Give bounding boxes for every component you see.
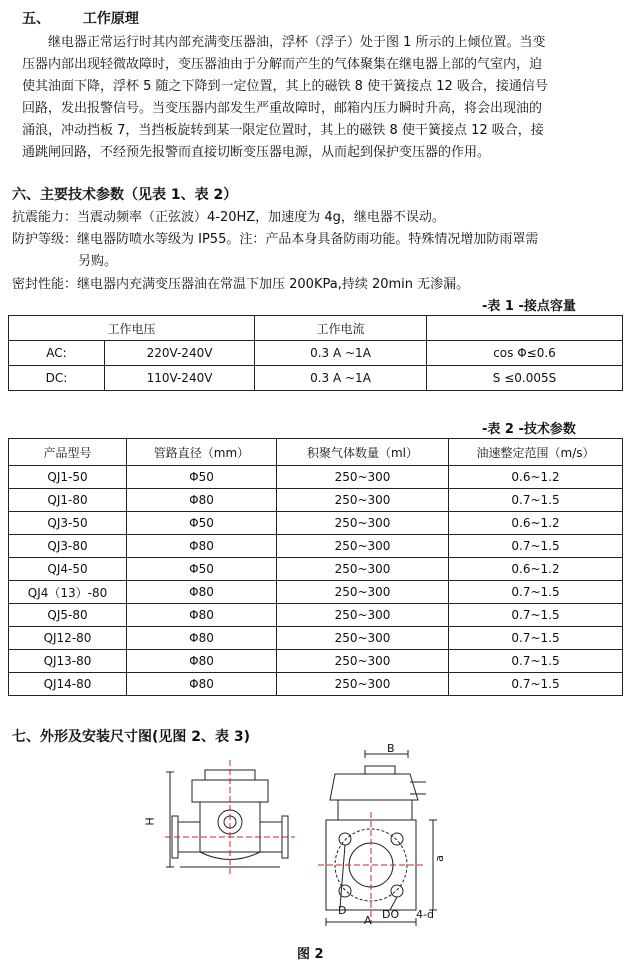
cell-oil-speed: 0.7~1.5 bbox=[449, 581, 623, 604]
header-current: 工作电流 bbox=[255, 316, 427, 341]
para-line: 通跳闸回路，不经预先报警而直接切断变压器电源，从而起到保护变压器的作用。 bbox=[22, 145, 491, 160]
para-line: 压器内部出现轻微故障时，变压器油由于分解而产生的气体聚集在继电器上部的气室内，迫 bbox=[22, 57, 543, 72]
cell-diameter: Φ80 bbox=[127, 581, 277, 604]
cell-oil-speed: 0.6~1.2 bbox=[449, 512, 623, 535]
cell-current: 0.3 A ~1A bbox=[255, 341, 427, 366]
front-view bbox=[165, 760, 295, 874]
para-line: 回路，发出报警信号。当变压器内部发生严重故障时，邮箱内压力瞬时升高，将会出现油的 bbox=[22, 101, 543, 116]
table-header-row bbox=[9, 439, 623, 466]
cell-oil-speed: 0.7~1.5 bbox=[449, 489, 623, 512]
cell-model: QJ1-80 bbox=[9, 489, 127, 512]
dim-label-h: H bbox=[143, 817, 157, 826]
table-row bbox=[9, 581, 623, 604]
cell-current: 0.3 A ~1A bbox=[255, 366, 427, 391]
cell-diameter: Φ80 bbox=[127, 604, 277, 627]
table-row bbox=[9, 466, 623, 489]
table-row bbox=[9, 604, 623, 627]
cell-oil-speed: 0.6~1.2 bbox=[449, 466, 623, 489]
table-row bbox=[9, 673, 623, 696]
section5-heading: 工作原理 bbox=[82, 11, 139, 27]
cell-gas-volume: 250~300 bbox=[277, 466, 449, 489]
table-row bbox=[9, 535, 623, 558]
cell-voltage: 220V-240V bbox=[105, 341, 255, 366]
header-diameter: 管路直径（mm） bbox=[127, 439, 277, 466]
cell-oil-speed: 0.7~1.5 bbox=[449, 535, 623, 558]
para-line: 继电器正常运行时其内部充满变压器油，浮杯（浮子）处于图 1 所示的上倾位置。当变 bbox=[48, 35, 546, 50]
table-row bbox=[9, 650, 623, 673]
dim-label-D: D bbox=[338, 904, 347, 917]
section6-title: 六、主要技术参数（见表 1、表 2） bbox=[12, 187, 238, 203]
header-blank bbox=[427, 316, 623, 341]
side-view bbox=[318, 750, 437, 926]
cell-diameter: Φ80 bbox=[127, 673, 277, 696]
cell-oil-speed: 0.6~1.2 bbox=[449, 558, 623, 581]
tech-params-table bbox=[8, 438, 623, 696]
cell-gas-volume: 250~300 bbox=[277, 650, 449, 673]
bolt-hole bbox=[391, 833, 403, 845]
dim-label-D0: DO bbox=[382, 908, 400, 921]
header-model: 产品型号 bbox=[9, 439, 127, 466]
bolt-hole bbox=[339, 833, 351, 845]
table-row bbox=[9, 341, 623, 366]
para-line: 使其油面下降，浮杯 5 随之下降到一定位置，其上的磁铁 8 使干簧接点 12 吸合，接通信号 bbox=[22, 79, 548, 94]
spec-seismic: 抗震能力：当震动频率（正弦波）4-20HZ，加速度为 4g，继电器不误动。 bbox=[12, 210, 445, 225]
cell-model: QJ4（13）-80 bbox=[9, 581, 127, 604]
cell-factor: S ≤0.005S bbox=[427, 366, 623, 391]
cell-gas-volume: 250~300 bbox=[277, 535, 449, 558]
side-neck bbox=[338, 800, 412, 820]
cell-oil-speed: 0.7~1.5 bbox=[449, 673, 623, 696]
dim-label-b: B bbox=[387, 742, 395, 755]
cell-model: QJ14-80 bbox=[9, 673, 127, 696]
para-line: 涌浪，冲动挡板 7，当挡板旋转到某一限定位置时，其上的磁铁 8 使干簧接点 12 吸合，接 bbox=[22, 123, 544, 138]
cell-oil-speed: 0.7~1.5 bbox=[449, 627, 623, 650]
side-cover bbox=[330, 774, 418, 800]
dim-label-holes: 4-d bbox=[416, 908, 434, 921]
front-sight-glass bbox=[218, 810, 242, 834]
figure-caption: 图 2 bbox=[297, 947, 324, 962]
table-row bbox=[9, 489, 623, 512]
cell-model: QJ12-80 bbox=[9, 627, 127, 650]
section5-paragraph bbox=[22, 32, 622, 164]
bolt-hole bbox=[391, 885, 403, 897]
cell-voltage: 110V-240V bbox=[105, 366, 255, 391]
cell-diameter: Φ80 bbox=[127, 650, 277, 673]
contact-capacity-table bbox=[8, 315, 623, 391]
table-row bbox=[9, 512, 623, 535]
cell-gas-volume: 250~300 bbox=[277, 489, 449, 512]
section7-title: 七、外形及安装尺寸图(见图 2、表 3) bbox=[12, 729, 251, 745]
table2-caption: -表 2 -技术参数 bbox=[482, 422, 576, 437]
cell-diameter: Φ80 bbox=[127, 627, 277, 650]
cell-diameter: Φ80 bbox=[127, 489, 277, 512]
cell-gas-volume: 250~300 bbox=[277, 604, 449, 627]
cell-model: QJ3-80 bbox=[9, 535, 127, 558]
cell-gas-volume: 250~300 bbox=[277, 673, 449, 696]
cell-gas-volume: 250~300 bbox=[277, 558, 449, 581]
section5-number: 五、 bbox=[22, 11, 50, 27]
cell-oil-speed: 0.7~1.5 bbox=[449, 650, 623, 673]
table1-caption: -表 1 -接点容量 bbox=[482, 299, 576, 314]
header-gas-volume: 积聚气体数量（ml） bbox=[277, 439, 449, 466]
dim-label-A: A bbox=[364, 914, 372, 927]
cell-model: QJ4-50 bbox=[9, 558, 127, 581]
cell-model: QJ5-80 bbox=[9, 604, 127, 627]
header-oil-speed: 油速整定范围（m/s） bbox=[449, 439, 623, 466]
cell-diameter: Φ80 bbox=[127, 535, 277, 558]
cell-diameter: Φ50 bbox=[127, 558, 277, 581]
dim-label-a: a bbox=[432, 855, 446, 862]
table-row bbox=[9, 558, 623, 581]
cell-model: QJ1-50 bbox=[9, 466, 127, 489]
cell-type: DC: bbox=[9, 366, 105, 391]
cell-oil-speed: 0.7~1.5 bbox=[449, 604, 623, 627]
table-row bbox=[9, 627, 623, 650]
table-row bbox=[9, 366, 623, 391]
section5-title bbox=[22, 8, 139, 28]
spec-sealing: 密封性能：继电器内充满变压器油在常温下加压 200KPa,持续 20min 无渗漏。 bbox=[12, 277, 470, 292]
header-voltage: 工作电压 bbox=[9, 316, 255, 341]
side-top-box bbox=[365, 766, 395, 774]
spec-protection-cont: 另购。 bbox=[78, 254, 118, 269]
table-header-row bbox=[9, 316, 623, 341]
cell-factor: cos Φ≤0.6 bbox=[427, 341, 623, 366]
cell-diameter: Φ50 bbox=[127, 512, 277, 535]
cell-type: AC: bbox=[9, 341, 105, 366]
cell-gas-volume: 250~300 bbox=[277, 581, 449, 604]
spec-protection: 防护等级：继电器防喷水等级为 IP55。注：产品本身具备防雨功能。特殊情况增加防雨罩需 bbox=[12, 232, 539, 247]
cell-model: QJ13-80 bbox=[9, 650, 127, 673]
cell-diameter: Φ50 bbox=[127, 466, 277, 489]
cell-gas-volume: 250~300 bbox=[277, 512, 449, 535]
cell-gas-volume: 250~300 bbox=[277, 627, 449, 650]
cell-model: QJ3-50 bbox=[9, 512, 127, 535]
